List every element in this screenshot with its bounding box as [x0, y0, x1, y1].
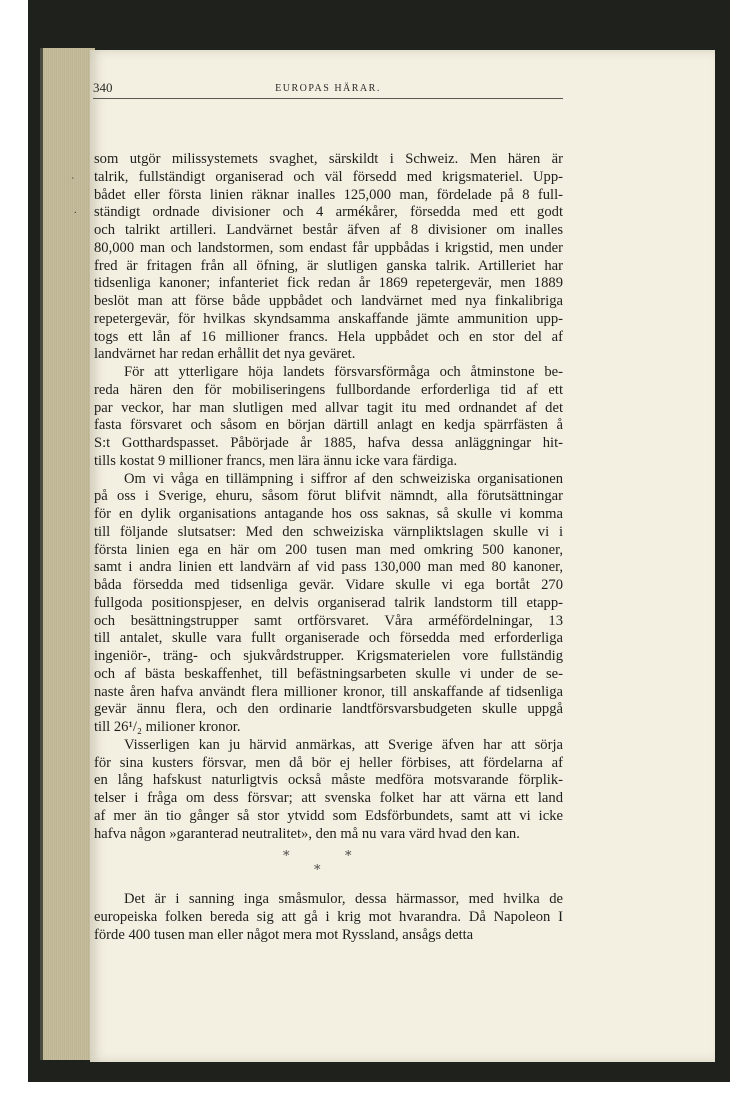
- text-line: fred är fritagen från all öfning, är slutligen ganska talrik. Artilleriet har: [94, 257, 563, 274]
- text-line: och af bästa beskaffenhet, till befästningsarbeten skulle vi under de se-: [94, 665, 563, 682]
- text-line: Visserligen kan ju härvid anmärkas, att Sverige äfven har att sörja: [124, 736, 563, 753]
- text-line: bådet eller första linien räknar inalles 125,000 man, fördelade på 8 full-: [94, 186, 563, 203]
- text-line: till antalet, skulle vara fullt organiserade och försedda med erforderliga: [94, 630, 563, 647]
- text-line: beslöt man att förse både uppbådet och landvärnet med nya finkalibriga: [94, 293, 563, 309]
- margin-mark-2: .: [74, 204, 77, 216]
- text-line: förde 400 tusen man eller något mera mot Ryssland, ansågs detta: [94, 926, 474, 943]
- running-head: EUROPAS HÄRAR.: [275, 83, 381, 94]
- text-line: till 26¹/₂ milioner kronor.: [94, 719, 241, 735]
- text-line: tills kostat 9 millioner francs, men lära ännu icke vara färdiga.: [94, 452, 458, 469]
- text-line: S:t Gotthardspasset. Påbörjade år 1885, hafva dessa anläggningar hit-: [94, 435, 563, 451]
- margin-mark-1: `: [71, 176, 75, 188]
- text-line: Det är i sanning inga småsmulor, dessa härmassor, med hvilka de: [124, 891, 563, 908]
- text-line: tidsenliga kanoner; infanteriet fick redan år 1869 repetergevär, men 1889: [94, 275, 563, 292]
- text-line: ständigt ordnade divisioner och 4 armékårer, försedda med ett godt: [94, 204, 563, 221]
- text-line: som utgör milissystemets svaghet, särskildt i Schweiz. Men hären är: [94, 151, 563, 167]
- section-break-star: *: [345, 849, 352, 865]
- text-line: 80,000 man och landstormen, som endast får uppbådas i krigstid, men under: [94, 239, 563, 256]
- text-line: och besättningstrupper samt ortförsvaret. Våra arméfördelningar, 13: [94, 612, 563, 629]
- text-line: togs ett lån af 16 millioner francs. Hela uppbådet och en stor del af: [94, 328, 563, 345]
- section-break-star: *: [314, 863, 321, 879]
- text-line: fullgoda positionspjeser, en delvis organiserad talrik landstorm till etapp-: [94, 594, 563, 611]
- text-line: af mer än tio gånger så stor ytvidd som Edsförbundets, samt att vi icke: [94, 807, 563, 824]
- text-line: repetergevär, för hvilkas skyndsamma anskaffande jämte ammunition upp-: [94, 310, 563, 327]
- text-line: båda försedda med tidsenliga gevär. Vidare skulle vi ega bortåt 270: [94, 577, 563, 593]
- text-line: för en dylik organisations antagande hos oss saknas, så skulle vi komma: [94, 506, 563, 522]
- text-line: ingeniör-, träng- och sjukvårdstrupper. Krigsmaterielen vore fullständig: [94, 648, 563, 664]
- text-line: för sina kusters försvar, men då bör ej heller förbises, att fördelarna af: [94, 754, 563, 771]
- page-edges-stack: [40, 48, 95, 1060]
- text-line: hafva någon »garanterad neutralitet», den må nu vara värd hvad den kan.: [94, 825, 520, 842]
- text-line: europeiska folken bereda sig att gå i krig mot hvarandra. Då Napoleon I: [94, 909, 563, 925]
- text-line: Om vi våga en tillämpning i siffror af den schweiziska organisationen: [124, 470, 563, 487]
- text-line: en lång hafskust naturligtvis också måste medföra motsvarande förplik-: [94, 772, 563, 789]
- page-header: [93, 78, 563, 99]
- page-number: 340: [93, 80, 113, 95]
- text-line: fasta försvaret och såsom en början därtill anlagt en kedja spärrfästen å: [94, 417, 563, 434]
- text-line: första linien ega en här om 200 tusen man med omkring 500 kanoner,: [94, 541, 563, 558]
- text-line: par veckor, har man slutligen med allvar tagit itu med ordnandet af det: [94, 399, 563, 416]
- text-line: på oss i Sverige, ehuru, såsom förut blifvit nämndt, alla förutsättningar: [94, 488, 563, 505]
- text-line: telser i fråga om dess försvar; att svenska folket har att värna ett land: [94, 790, 563, 806]
- text-line: gevär ännu flera, och den ordinarie landtförsvarsbudgeten skulle uppgå: [94, 701, 563, 718]
- text-line: samt i andra linien ett landvärn af vid pass 130,000 man med 80 kanoner,: [94, 559, 563, 576]
- text-line: och talrikt artilleri. Landvärnet består äfven af 8 divisioner om inalles: [94, 222, 563, 238]
- section-break-star: *: [283, 849, 290, 865]
- text-line: naste åren hafva användt flera millioner kronor, till anskaffande af tidsenliga: [94, 683, 563, 700]
- text-line: reda hären den för mobiliseringens fullbordande erforderliga tid af ett: [94, 381, 563, 398]
- text-line: talrik, fullständigt organiserad och väl försedd med krigsmateriel. Upp-: [94, 168, 563, 185]
- text-line: till följande slutsatser: Med den schweiziska värnpliktslagen skulle vi i: [94, 523, 563, 540]
- text-line: landvärnet har redan erhållit det nya geväret.: [94, 346, 356, 363]
- text-line: För att ytterligare höja landets försvarsförmåga och åtminstone be-: [124, 364, 563, 380]
- section-break: [275, 847, 375, 883]
